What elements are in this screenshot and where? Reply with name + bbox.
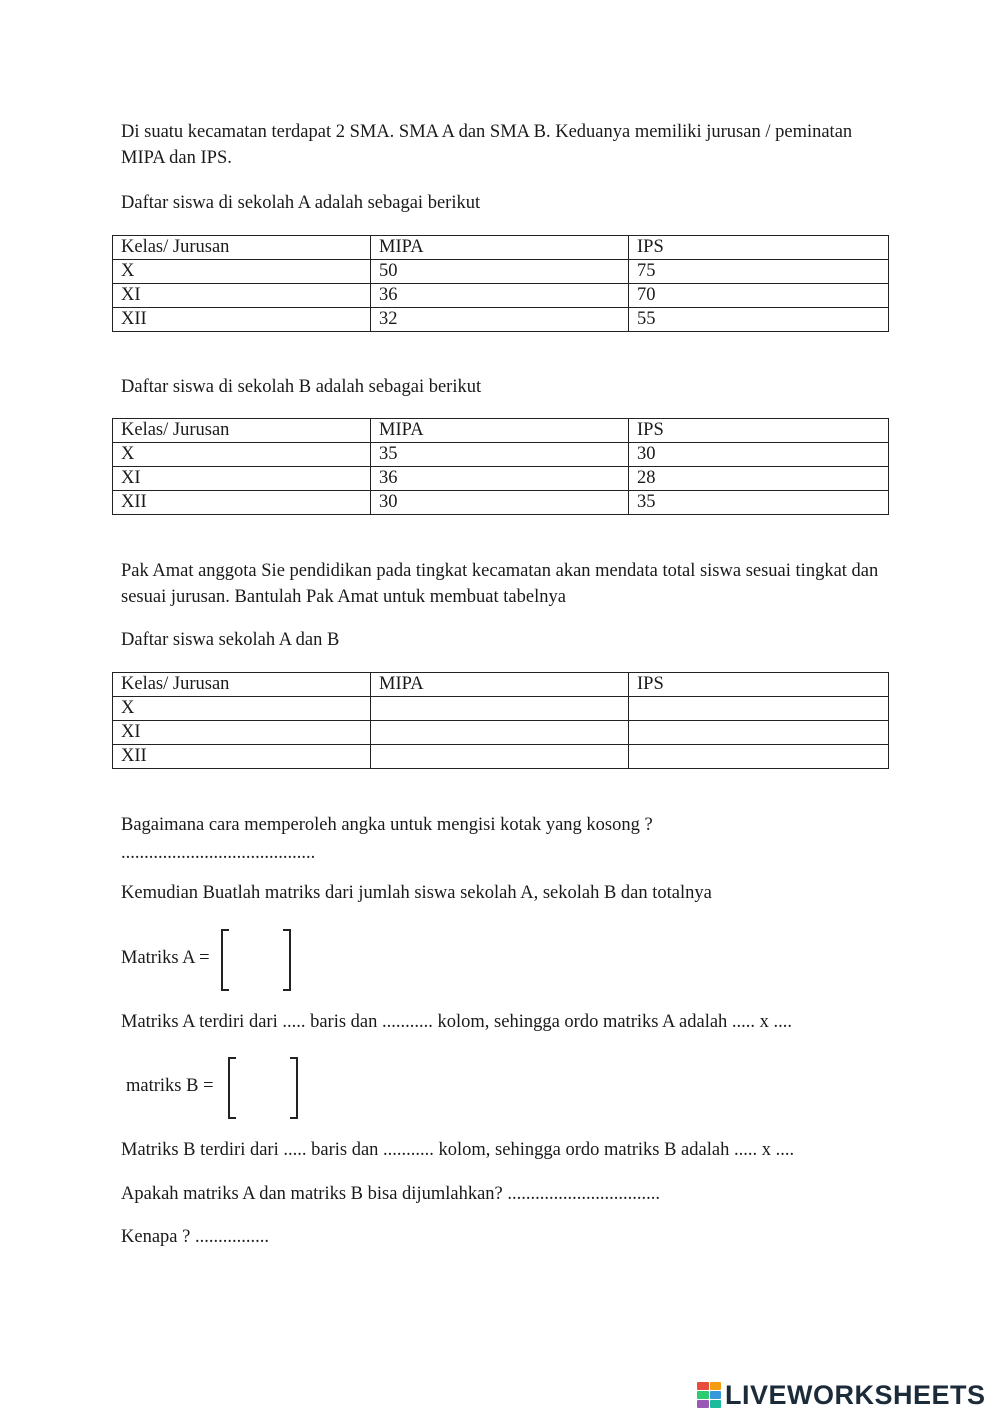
answer-cell-xi-mipa[interactable] — [371, 721, 629, 745]
matrix-a-label: Matriks A = — [121, 948, 210, 968]
matrix-b-bracket[interactable] — [228, 1057, 298, 1117]
table-row — [113, 443, 889, 467]
answer-blank-how[interactable]: .......................................... — [121, 843, 316, 863]
table-cell: 75 — [629, 260, 889, 284]
logo-tile — [710, 1382, 722, 1390]
question-how: Bagaimana cara memperoleh angka untuk mengisi kotak yang kosong ? — [121, 815, 653, 835]
answer-cell-x-mipa[interactable] — [371, 697, 629, 721]
table-cell: 50 — [371, 260, 629, 284]
table-cell: X — [113, 260, 371, 284]
logo-tile — [697, 1382, 709, 1390]
question-sum: Apakah matriks A dan matriks B bisa dijumlahkan? ................................. — [121, 1184, 661, 1204]
left-bracket-icon — [221, 929, 229, 991]
table-header-row — [113, 236, 889, 260]
header-cell: Kelas/ Jurusan — [113, 673, 371, 697]
header-cell: MIPA — [371, 236, 629, 260]
table-cell: 35 — [371, 443, 629, 467]
table-row — [113, 467, 889, 491]
header-cell: IPS — [629, 419, 889, 443]
matrix-b-label: matriks B = — [126, 1076, 214, 1096]
table-header-row — [113, 419, 889, 443]
right-bracket-icon — [290, 1057, 298, 1119]
matrix-a-order-text: Matriks A terdiri dari ..... baris dan ........... kolom, sehingga ordo matriks A adalah ..... x .... — [121, 1012, 793, 1032]
table-cell: 36 — [371, 284, 629, 308]
table-cell: X — [113, 697, 371, 721]
table-cell: X — [113, 443, 371, 467]
table-row — [113, 745, 889, 769]
table-row — [113, 308, 889, 332]
answer-cell-xii-mipa[interactable] — [371, 745, 629, 769]
table-cell: 35 — [629, 491, 889, 515]
question-why: Kenapa ? ................ — [121, 1227, 269, 1247]
answer-cell-xii-ips[interactable] — [629, 745, 889, 769]
table-row — [113, 491, 889, 515]
header-cell: Kelas/ Jurusan — [113, 419, 371, 443]
table-b-caption: Daftar siswa di sekolah B adalah sebagai berikut — [121, 377, 482, 397]
logo-icon — [697, 1382, 721, 1408]
table-header-row — [113, 673, 889, 697]
logo-text: LIVEWORKSHEETS — [725, 1379, 986, 1410]
table-cell: 70 — [629, 284, 889, 308]
intro-paragraph: Di suatu kecamatan terdapat 2 SMA. SMA A dan SMA B. Keduanya memiliki jurusan / peminatan MIPA dan IPS. — [121, 122, 853, 168]
matrix-b-order-text: Matriks B terdiri dari ..... baris dan ........... kolom, sehingga ordo matriks B adalah ..... x .... — [121, 1140, 795, 1160]
table-cell: XI — [113, 467, 371, 491]
table-cell: XI — [113, 284, 371, 308]
matrix-a-bracket[interactable] — [221, 929, 291, 989]
table-school-a — [112, 235, 889, 332]
task-paragraph: Pak Amat anggota Sie pendidikan pada tingkat kecamatan akan mendata total siswa sesuai tingkat dan sesuai jurusan. Bantulah Pak Amat untuk membuat tabelnya — [121, 561, 879, 607]
table-cell: 32 — [371, 308, 629, 332]
table-cell: 30 — [371, 491, 629, 515]
header-cell: MIPA — [371, 419, 629, 443]
table-cell: 30 — [629, 443, 889, 467]
table-row — [113, 260, 889, 284]
table-cell: XI — [113, 721, 371, 745]
answer-cell-xi-ips[interactable] — [629, 721, 889, 745]
table-row — [113, 721, 889, 745]
table-row — [113, 284, 889, 308]
logo-tile — [710, 1391, 722, 1399]
liveworksheets-logo — [697, 1380, 986, 1410]
left-bracket-icon — [228, 1057, 236, 1119]
table-row — [113, 697, 889, 721]
table-cell: XII — [113, 745, 371, 769]
table-a-caption: Daftar siswa di sekolah A adalah sebagai berikut — [121, 193, 481, 213]
table-cell: 55 — [629, 308, 889, 332]
header-cell: IPS — [629, 236, 889, 260]
matrix-instruction: Kemudian Buatlah matriks dari jumlah siswa sekolah A, sekolah B dan totalnya — [121, 883, 712, 903]
header-cell: IPS — [629, 673, 889, 697]
table-school-b — [112, 418, 889, 515]
header-cell: Kelas/ Jurusan — [113, 236, 371, 260]
table-cell: 36 — [371, 467, 629, 491]
right-bracket-icon — [283, 929, 291, 991]
table-cell: XII — [113, 308, 371, 332]
table-cell: XII — [113, 491, 371, 515]
logo-tile — [710, 1400, 722, 1408]
header-cell: MIPA — [371, 673, 629, 697]
table-total-caption: Daftar siswa sekolah A dan B — [121, 630, 340, 650]
logo-tile — [697, 1391, 709, 1399]
table-cell: 28 — [629, 467, 889, 491]
table-total — [112, 672, 889, 769]
logo-tile — [697, 1400, 709, 1408]
answer-cell-x-ips[interactable] — [629, 697, 889, 721]
